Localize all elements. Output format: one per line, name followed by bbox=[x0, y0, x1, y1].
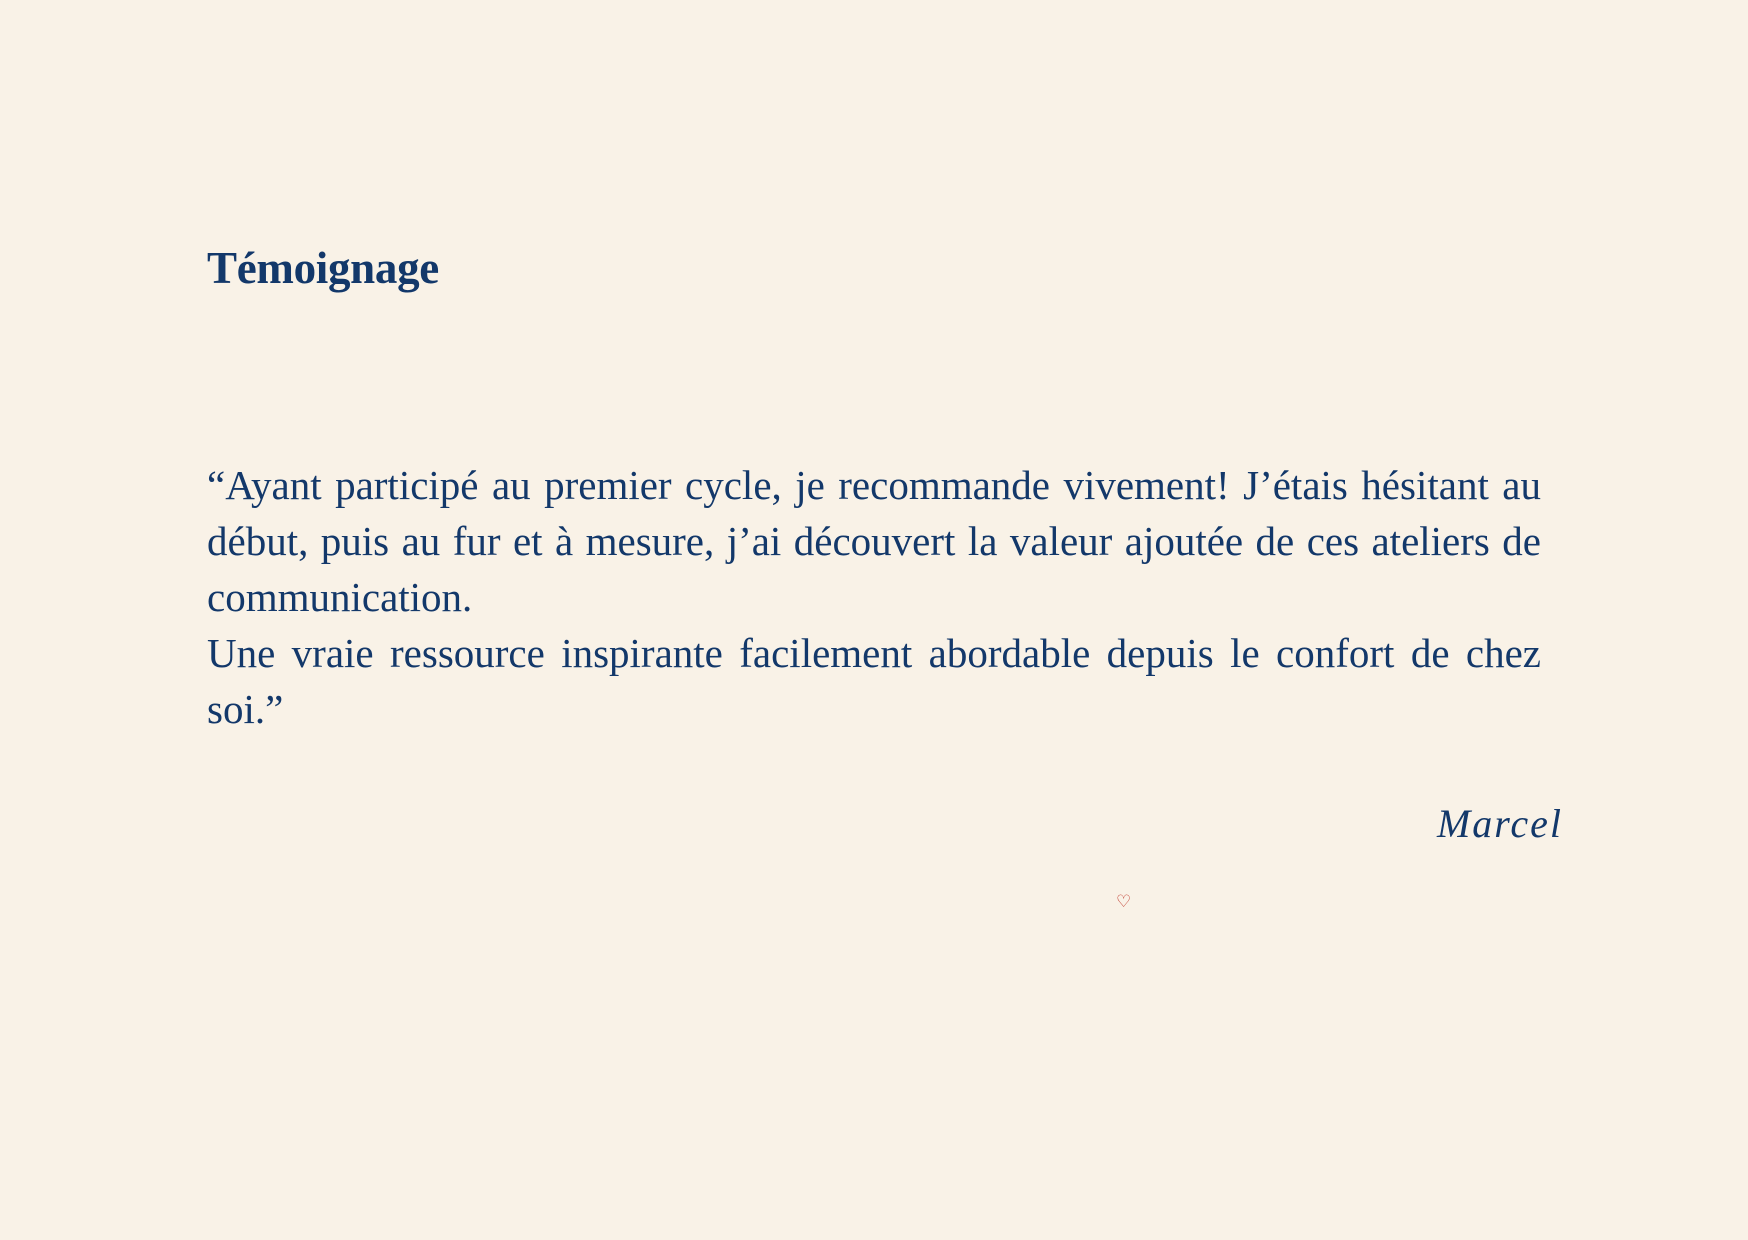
testimonial-quote bbox=[207, 457, 1541, 737]
page-title: Témoignage bbox=[207, 243, 439, 293]
quote-paragraph: “Ayant participé au premier cycle, je recommande vivement! J’étais hésitant au début, puis au fur et à mesure, j’ai découvert la valeur ajoutée de ces ateliers de communication. bbox=[207, 462, 1541, 620]
quote-author: Marcel bbox=[1436, 801, 1563, 846]
heart-icon: ♡ bbox=[1116, 892, 1132, 912]
quote-paragraph: Une vraie ressource inspirante facilement abordable depuis le confort de chez soi.” bbox=[207, 630, 1541, 732]
